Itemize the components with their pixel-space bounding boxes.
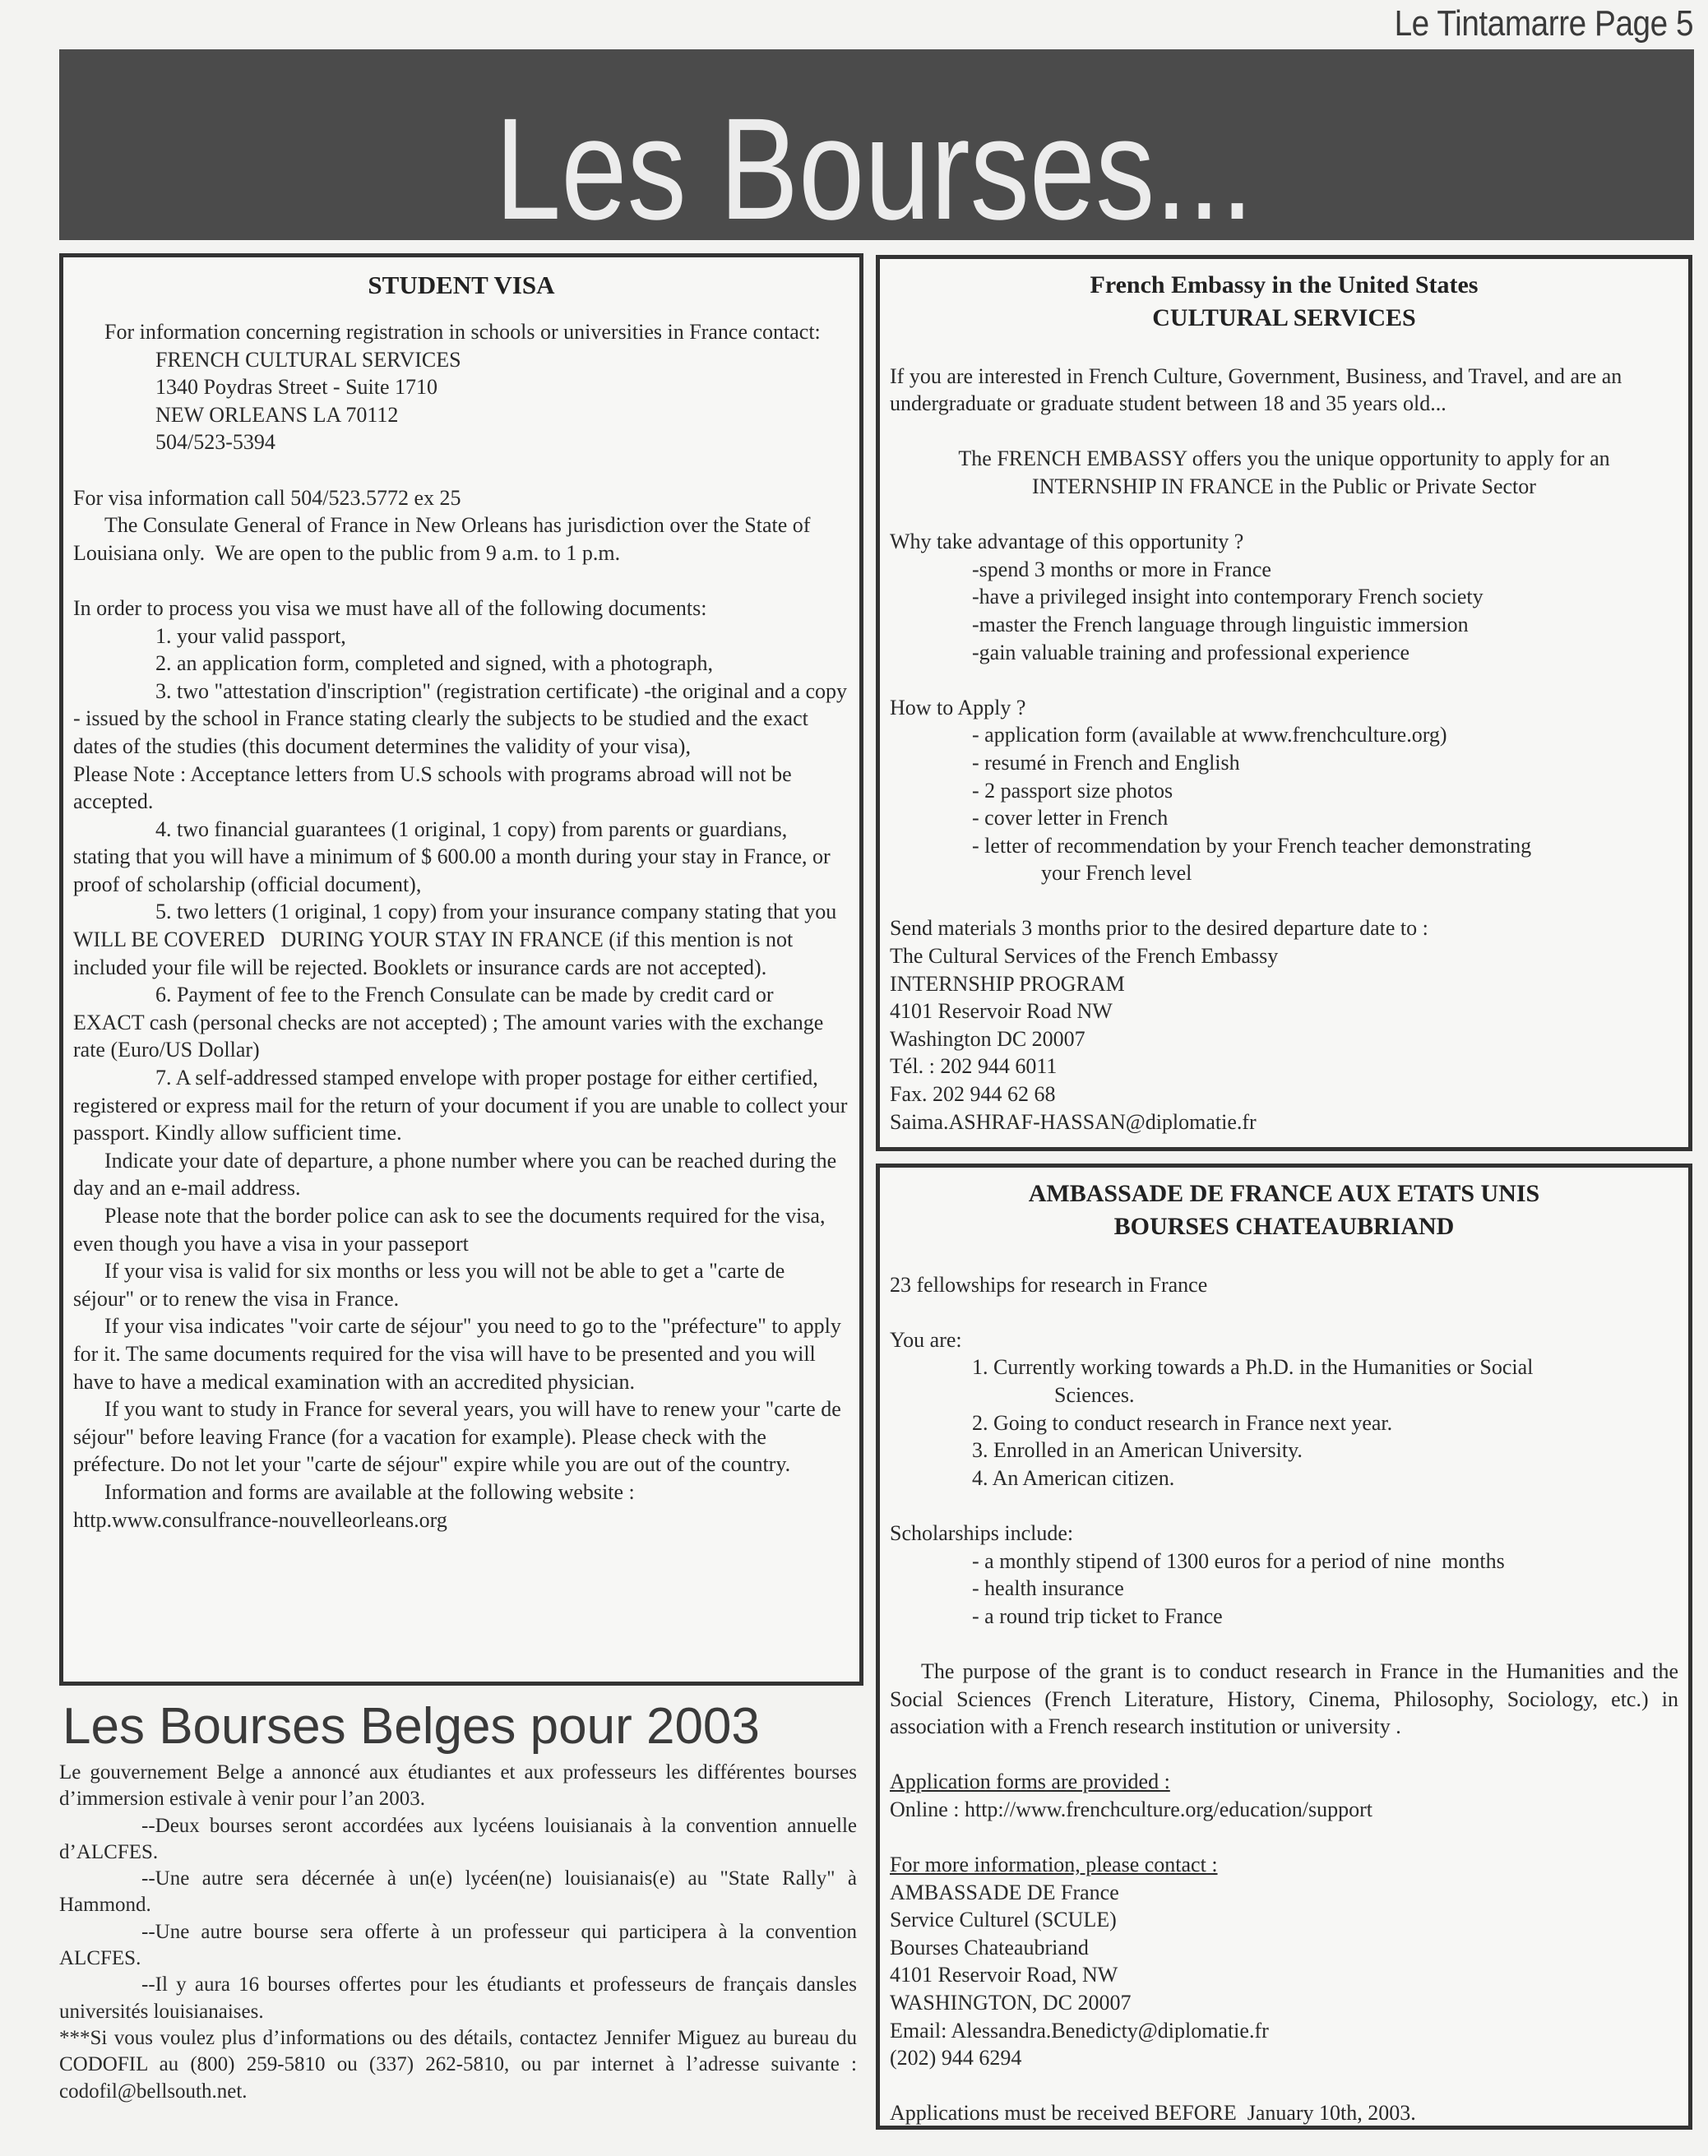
- scholarship-benefits-list: [890, 1548, 1678, 1631]
- belges-intro: Le gouvernement Belge a annoncé aux étudiantes et aux professeurs les différentes bourses d’immersion estivale à venir pour l’an 2003.: [59, 1761, 863, 1811]
- jurisdiction-text: The Consulate General of France in New Orleans has jurisdiction over the State of Louisiana only. We are open to the public from 9 a.m. to 1 p.m.: [73, 513, 816, 565]
- criteria-list: [890, 1353, 1678, 1492]
- requirement-item: - resumé in French and English: [972, 750, 1240, 775]
- belges-item-3: --Une autre bourse sera offerte à un professeur qui participera à la convention ALCFES.: [59, 1920, 861, 1970]
- contact-street: 1340 Poydras Street - Suite 1710: [155, 375, 438, 400]
- requirement-item: - 2 passport size photos: [972, 778, 1173, 803]
- grant-purpose: The purpose of the grant is to conduct research in France in the Humanities and the Social Sciences (French Literature, History, Cinema, Philosophy, Sociology, etc.) in association with a French research institution or university .: [890, 1659, 1684, 1739]
- belges-heading: Les Bourses Belges pour 2003: [62, 1698, 760, 1755]
- contact-line: Service Culturel (SCULE): [890, 1908, 1117, 1932]
- belges-item-2: --Une autre sera décernée à un(e) lycéen(ne) louisianais(e) au "State Rally" à Hammond.: [59, 1867, 863, 1917]
- contact-org: FRENCH CULTURAL SERVICES: [155, 347, 461, 372]
- student-visa-heading: STUDENT VISA: [368, 271, 555, 299]
- doc-item-2: 2. an application form, completed and signed, with a photograph,: [155, 651, 713, 676]
- departure-text: Indicate your date of departure, a phone number where you can be reached during the day and an e-mail address.: [73, 1148, 842, 1201]
- visa-intro: For information concerning registration in schools or universities in France contact:: [104, 320, 821, 344]
- doc-item-4: 4. two financial guarantees (1 original, 1 copy) from parents or guardians, stating that you will have a minimum of $ 600.00 a month during your stay in France, or proof of scholarship (official document),: [73, 817, 836, 896]
- fellowships-count: 23 fellowships for research in France: [890, 1272, 1208, 1297]
- contact-line: Bourses Chateaubriand: [890, 1935, 1089, 1959]
- banner-title: Les Bourses...: [495, 89, 1254, 250]
- doc-item-3: 3. two "attestation d'inscription" (registration certificate) -the original and a copy - issued by the school in France stating clearly the subjects to be studied and the exact dates of the studies (this document determines the validity of your visa),: [73, 678, 853, 758]
- six-months-text: If your visa is valid for six months or less you will not be able to get a "carte de séjour" or to renew the visa in France.: [73, 1259, 790, 1311]
- contact-phone: (202) 944 6294: [890, 2046, 1022, 2070]
- contact-line: 4101 Reservoir Road, NW: [890, 1963, 1118, 1987]
- embassy-internship-box: [876, 255, 1692, 1151]
- address-fax: Fax. 202 944 62 68: [890, 1082, 1056, 1107]
- belges-article: [59, 1760, 863, 2105]
- page-banner: [59, 49, 1694, 250]
- embassy-address: [890, 942, 1678, 1136]
- student-visa-box: [59, 253, 863, 1686]
- contact-email-link[interactable]: Email: Alessandra.Benedicty@diplomatie.fr: [890, 2018, 1269, 2043]
- embassy-offer-line-2: INTERNSHIP IN FRANCE in the Public or Private Sector: [1032, 474, 1536, 498]
- address-line: Washington DC 20007: [890, 1026, 1085, 1051]
- criteria-item: 4. An American citizen.: [972, 1465, 1175, 1490]
- criteria-item: 1. Currently working towards a Ph.D. in the Humanities or Social: [972, 1355, 1534, 1380]
- benefits-list: [890, 556, 1678, 666]
- doc-item-5: 5. two letters (1 original, 1 copy) from your insurance company stating that you WILL BE COVERED DURING YOUR STAY IN FRANCE (if this mention is not included your file will be rejected. Booklets or insurance cards are not accepted).: [73, 900, 842, 979]
- chateaubriand-heading-2: BOURSES CHATEAUBRIAND: [1113, 1213, 1455, 1240]
- benefit-item: -have a privileged insight into contemporary French society: [972, 585, 1484, 609]
- consulate-website-link[interactable]: http.www.consulfrance-nouvelleorleans.org: [73, 1507, 447, 1532]
- running-head: Le Tintamarre Page 5: [1394, 3, 1693, 44]
- requirement-item-continued: your French level: [1041, 861, 1192, 886]
- contact-line: WASHINGTON, DC 20007: [890, 1991, 1132, 2015]
- you-are-label: You are:: [890, 1327, 962, 1352]
- requirement-item: - letter of recommendation by your French teacher demonstrating: [972, 833, 1532, 858]
- address-phone: Tél. : 202 944 6011: [890, 1054, 1058, 1079]
- border-police-text: Please note that the border police can ask to see the documents required for the visa, even though you have a visa in your passeport: [73, 1204, 831, 1256]
- website-intro: Information and forms are available at the following website :: [104, 1479, 635, 1504]
- benefit-item: -master the French language through linguistic immersion: [972, 612, 1469, 636]
- contact-phone: 504/523-5394: [155, 430, 275, 455]
- address-line: 4101 Reservoir Road NW: [890, 999, 1113, 1024]
- contact-city: NEW ORLEANS LA 70112: [155, 402, 399, 427]
- forms-label: Application forms are provided :: [890, 1770, 1170, 1794]
- chateaubriand-box: [876, 1164, 1692, 2130]
- address-line: INTERNSHIP PROGRAM: [890, 971, 1125, 996]
- how-to-apply-heading: How to Apply ?: [890, 695, 1026, 719]
- scholarship-benefit: - a round trip ticket to France: [972, 1603, 1223, 1628]
- scholarship-benefit: - health insurance: [972, 1576, 1124, 1601]
- embassy-intro: If you are interested in French Culture, Government, Business, and Travel, and are an undergraduate or graduate student between 18 and 35 years old...: [890, 363, 1627, 416]
- benefit-item: -spend 3 months or more in France: [972, 557, 1271, 581]
- criteria-item-continued: Sciences.: [1054, 1382, 1135, 1407]
- scholarship-benefit: - a monthly stipend of 1300 euros for a period of nine months: [972, 1548, 1505, 1573]
- belges-item-1: --Deux bourses seront accordées aux lycéens louisianais à la convention annuelle d’ALCFES.: [59, 1814, 863, 1863]
- belges-item-4: --Il y aura 16 bourses offertes pour les étudiants et professeurs de français dansles universités louisianaises.: [59, 1973, 863, 2023]
- requirement-item: - cover letter in French: [972, 806, 1169, 830]
- contact-label: For more information, please contact :: [890, 1853, 1218, 1877]
- cultural-services-contact: [73, 346, 849, 456]
- why-heading: Why take advantage of this opportunity ?: [890, 530, 1244, 554]
- doc-item-1: 1. your valid passport,: [155, 623, 346, 648]
- criteria-item: 2. Going to conduct research in France next year.: [972, 1410, 1393, 1435]
- doc-item-6: 6. Payment of fee to the French Consulate can be made by credit card or EXACT cash (personal checks are not accepted) ; The amount varies with the exchange rate (Euro/US Dollar): [73, 983, 829, 1062]
- address-email-link[interactable]: Saima.ASHRAF-HASSAN@diplomatie.fr: [890, 1109, 1257, 1134]
- application-deadline: Applications must be received BEFORE January 10th, 2003.: [890, 2101, 1416, 2126]
- benefit-item: -gain valuable training and professional experience: [972, 640, 1410, 664]
- chateaubriand-contact: [890, 1879, 1678, 2072]
- address-line: The Cultural Services of the French Embassy: [890, 944, 1279, 969]
- please-note: Please Note : Acceptance letters from U.S schools with programs abroad will not be accepted.: [73, 761, 798, 814]
- several-years-text: If you want to study in France for several years, you will have to renew your "carte de séjour" before leaving France (for a vacation for example). Please check with the préfecture. Do not let your "carte de séjour" expire while you are out of the country.: [73, 1397, 847, 1477]
- doc-item-7: 7. A self-addressed stamped envelope with proper postage for either certified, registered or express mail for the return of your document if you are unable to collect your passport. Kindly allow sufficient time.: [73, 1066, 853, 1145]
- requirement-item: - application form (available at www.frenchculture.org): [972, 723, 1447, 747]
- visa-info-line: For visa information call 504/523.5772 ex 25: [73, 485, 461, 510]
- embassy-heading-2: CULTURAL SERVICES: [1152, 304, 1416, 331]
- send-materials-text: Send materials 3 months prior to the desired departure date to :: [890, 916, 1428, 941]
- belges-contact: ***Si vous voulez plus d’informations ou des détails, contactez Jennifer Miguez au bureau du CODOFIL au (800) 259-5810 ou (337) 262-5810, ou par internet à l’adresse suivante : codofil@bellsouth.net.: [59, 2026, 863, 2103]
- scholarships-include-label: Scholarships include:: [890, 1520, 1074, 1545]
- embassy-heading-1: French Embassy in the United States: [1090, 271, 1479, 298]
- documents-intro: In order to process you visa we must have all of the following documents:: [73, 595, 707, 620]
- embassy-offer-line-1: The FRENCH EMBASSY offers you the unique opportunity to apply for an: [958, 446, 1610, 471]
- requirements-list: [890, 721, 1678, 887]
- criteria-item: 3. Enrolled in an American University.: [972, 1438, 1303, 1463]
- voir-carte-text: If your visa indicates "voir carte de séjour" you need to go to the "préfecture" to apply for it. The same documents required for the visa will have to be presented and you will have to have a medical examination with an accredited physician.: [73, 1314, 847, 1394]
- forms-online-link[interactable]: Online : http://www.frenchculture.org/education/support: [890, 1797, 1373, 1821]
- contact-line: AMBASSADE DE France: [890, 1880, 1119, 1904]
- chateaubriand-heading-1: AMBASSADE DE FRANCE AUX ETATS UNIS: [1028, 1180, 1540, 1207]
